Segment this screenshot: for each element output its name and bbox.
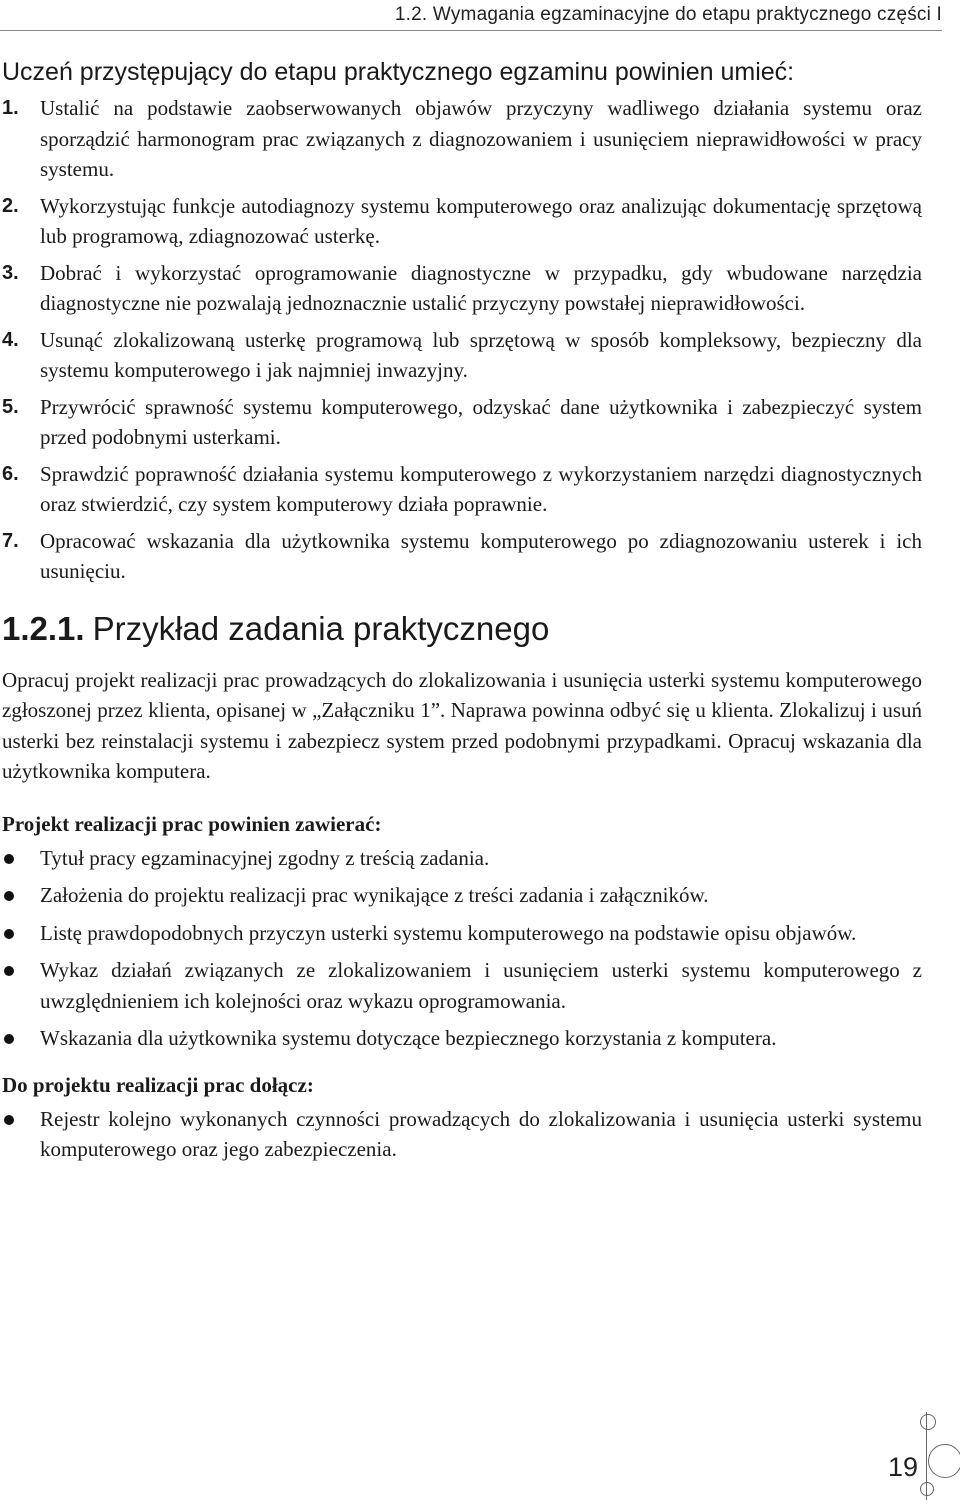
bullet-icon: [4, 854, 14, 864]
page-content: [2, 56, 922, 1181]
list-item: [2, 880, 922, 911]
item-number: 6.: [2, 462, 19, 485]
item-number: 7.: [2, 529, 19, 552]
requirements-list: [2, 93, 922, 587]
list-item: [2, 1023, 922, 1054]
list-item: [2, 526, 922, 587]
item-text: Tytuł pracy egzaminacyjnej zgodny z treścią zadania.: [40, 845, 490, 870]
list-item: [2, 191, 922, 252]
item-number: 1.: [2, 97, 19, 119]
bullet-icon: [4, 891, 14, 901]
item-text: Wskazania dla użytkownika systemu dotyczące bezpiecznego korzystania z komputera.: [40, 1026, 777, 1050]
bullet-icon: [4, 1034, 14, 1044]
list-item: [2, 392, 922, 453]
project-items-list: [2, 843, 922, 1054]
attach-heading: Do projektu realizacji prac dołącz:: [2, 1072, 314, 1097]
header-rule: [0, 30, 942, 31]
list-item: [2, 955, 922, 1016]
page-ornament-circle: [920, 1414, 936, 1430]
section-title: Przykład zadania praktycznego: [92, 609, 550, 647]
item-text: Dobrać i wykorzystać oprogramowanie diagnostyczne w przypadku, gdy wbudowane narzędzia diagnostyczne nie pozwalają jednoznacznie ustalić przyczyny powstałej nieprawidłowości.: [40, 260, 922, 315]
item-text: Opracować wskazania dla użytkownika systemu komputerowego po zdiagnozowaniu usterek i ich usunięciu.: [40, 528, 922, 583]
item-text: Sprawdzić poprawność działania systemu komputerowego z wykorzystaniem narzędzi diagnostycznych oraz stwierdzić, czy system komputerowy działa poprawnie.: [40, 461, 922, 516]
item-text: Rejestr kolejno wykonanych czynności prowadzących do zlokalizowania i usunięcia usterki systemu komputerowego oraz jego zabezpieczenia.: [40, 1106, 922, 1161]
bullet-icon: [4, 966, 14, 976]
item-text: Usunąć zlokalizowaną usterkę programową lub sprzętową w sposób kompleksowy, bezpieczny dla systemu komputerowego i jak najmniej inwazyjny.: [40, 327, 922, 382]
item-number: 4.: [2, 328, 19, 351]
item-text: Wykorzystując funkcje autodiagnozy systemu komputerowego oraz analizując dokumentację sprzętową lub programową, zdiagnozować usterkę.: [40, 193, 922, 248]
item-text: Wykaz działań związanych ze zlokalizowaniem i usunięciem usterki systemu komputerowego z uwzględnieniem ich kolejności oraz wykazu oprogramowania.: [40, 958, 922, 1013]
section-heading: [2, 609, 922, 649]
list-item: [2, 843, 922, 874]
running-head: 1.2. Wymagania egzaminacyjne do etapu praktycznego części I: [394, 4, 942, 25]
project-heading: Projekt realizacji prac powinien zawierać:: [2, 811, 382, 836]
item-text: Listę prawdopodobnych przyczyn usterki systemu komputerowego na podstawie opisu objawów.: [40, 920, 857, 945]
list-item: [2, 459, 922, 520]
item-number: 5.: [2, 395, 19, 418]
list-item: [2, 93, 922, 185]
item-number: 2.: [2, 194, 19, 217]
bullet-icon: [4, 929, 14, 939]
task-paragraph: Opracuj projekt realizacji prac prowadzących do zlokalizowania i usunięcia usterki systemu komputerowego zgłoszonej przez klienta, opisanej w „Załączniku 1”. Naprawa powinna odbyć się u klienta. Zlokalizuj i usuń usterki bez reinstalacji systemu i zabezpiecz system przed podobnymi przypadkami. Opracuj wskazania dla użytkownika komputera.: [2, 667, 922, 783]
item-number: 3.: [2, 261, 19, 284]
list-item: [2, 1104, 922, 1165]
bullet-icon: [4, 1115, 14, 1125]
list-item: [2, 325, 922, 386]
intro-heading: Uczeń przystępujący do etapu praktycznego egzaminu powinien umieć:: [2, 58, 795, 86]
page-number: 19: [888, 1452, 919, 1482]
page-ornament-circle: [928, 1444, 960, 1478]
list-item: [2, 918, 922, 949]
attach-items-list: [2, 1104, 922, 1165]
section-number: 1.2.1.: [2, 609, 85, 647]
list-item: [2, 258, 922, 319]
page-ornament-circle: [920, 1482, 934, 1496]
item-text: Przywrócić sprawność systemu komputerowego, odzyskać dane użytkownika i zabezpieczyć system przed podobnymi usterkami.: [40, 394, 922, 449]
item-text: Założenia do projektu realizacji prac wynikające z treści zadania i załączników.: [40, 883, 709, 907]
item-text: Ustalić na podstawie zaobserwowanych objawów przyczyny wadliwego działania systemu oraz sporządzić harmonogram prac związanych z diagnozowaniem i usunięciem nieprawidłowości w pracy systemu.: [40, 96, 922, 181]
